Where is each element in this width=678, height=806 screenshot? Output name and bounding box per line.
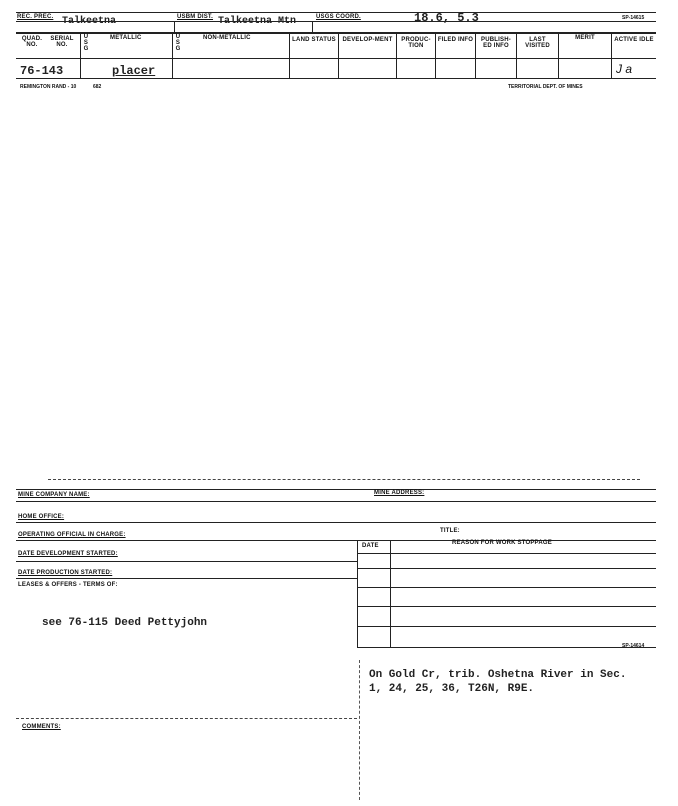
rule <box>16 12 656 13</box>
rule <box>357 553 656 554</box>
table-divider <box>390 540 391 648</box>
header-development: DEVELOP-MENT <box>342 37 393 43</box>
col-divider <box>172 32 173 78</box>
rule <box>16 578 357 579</box>
header-filed-info: FILED INFO <box>437 37 474 43</box>
header-metallic: METALLIC <box>110 35 142 41</box>
official-label: OPERATING OFFICIAL IN CHARGE: <box>18 532 126 538</box>
home-office-label: HOME OFFICE: <box>18 514 65 520</box>
title-label: TITLE: <box>440 528 460 534</box>
rule <box>357 568 656 569</box>
rule <box>16 522 656 523</box>
cut-line <box>16 718 357 719</box>
comments-label: COMMENTS: <box>22 724 61 730</box>
header-land-status: LAND STATUS <box>292 37 336 43</box>
rec-prec-value: Talkeetna <box>62 16 117 27</box>
header-usg-metallic: U S G <box>83 34 89 52</box>
header-published-info: PUBLISH-ED INFO <box>481 37 511 49</box>
dev-started-label: DATE DEVELOPMENT STARTED: <box>18 551 118 557</box>
header-last-visited: LAST VISITED <box>525 37 550 49</box>
metallic-value: placer <box>112 64 156 78</box>
header-merit: MERIT <box>575 35 595 41</box>
rule <box>16 32 656 34</box>
col-divider <box>396 32 397 78</box>
leases-text: see 76-115 Deed Pettyjohn <box>42 617 208 629</box>
rule <box>16 58 656 59</box>
date-header: DATE <box>362 543 379 549</box>
location-line-1: On Gold Cr, trib. Oshetna River in Sec. <box>369 669 627 681</box>
location-line-2: 1, 24, 25, 36, T26N, R9E. <box>369 683 535 695</box>
printer-code: 682 <box>93 84 102 90</box>
divider <box>312 21 313 32</box>
header-active-idle: ACTIVE IDLE <box>614 37 654 43</box>
col-divider <box>80 32 81 78</box>
usgs-coord-value: 18.6, 5.3 <box>414 11 479 25</box>
reason-header: REASON FOR WORK STOPPAGE <box>452 540 552 546</box>
header-usg-nonmetallic: U S G <box>175 34 181 52</box>
col-divider <box>475 32 476 78</box>
form-number: SP-14615 <box>622 15 645 21</box>
mine-address-label: MINE ADDRESS: <box>374 490 425 496</box>
col-divider <box>435 32 436 78</box>
cut-line <box>48 479 640 480</box>
col-divider <box>558 32 559 78</box>
company-name-label: MINE COMPANY NAME: <box>18 492 90 498</box>
rule <box>16 489 656 490</box>
header-serial: SERIAL NO. <box>50 36 74 48</box>
form-number-2: SP-14614 <box>622 643 645 649</box>
dashed-divider <box>359 660 360 800</box>
serial-value: 76-143 <box>20 64 64 78</box>
rule <box>16 501 656 502</box>
col-divider <box>289 32 290 78</box>
rule <box>16 78 656 79</box>
header-production: PRODUC-TION <box>401 37 431 49</box>
status-mark: J a <box>616 62 633 76</box>
rule <box>16 561 357 562</box>
usbm-dist-value: Talkeetna Mtn <box>218 16 297 27</box>
leases-label: LEASES & OFFERS - TERMS OF: <box>18 582 118 588</box>
rule <box>357 587 656 588</box>
rec-prec-label: REC. PREC. <box>17 14 54 20</box>
table-divider <box>357 540 358 648</box>
col-divider <box>611 32 612 78</box>
usgs-coord-label: USGS COORD. <box>316 14 361 20</box>
rule <box>16 540 656 541</box>
usbm-dist-label: USBM DIST. <box>177 14 214 20</box>
rule <box>357 606 656 607</box>
rule <box>357 626 656 627</box>
col-divider <box>338 32 339 78</box>
col-divider <box>516 32 517 78</box>
department-name: TERRITORIAL DEPT. OF MINES <box>508 84 583 90</box>
divider <box>174 21 175 32</box>
printer-note: REMINGTON RAND - 10 <box>20 84 77 90</box>
header-quad: QUAD. NO. <box>21 36 43 48</box>
rule <box>357 647 656 648</box>
header-nonmetallic: NON-METALLIC <box>203 35 251 41</box>
prod-started-label: DATE PRODUCTION STARTED: <box>18 570 113 576</box>
